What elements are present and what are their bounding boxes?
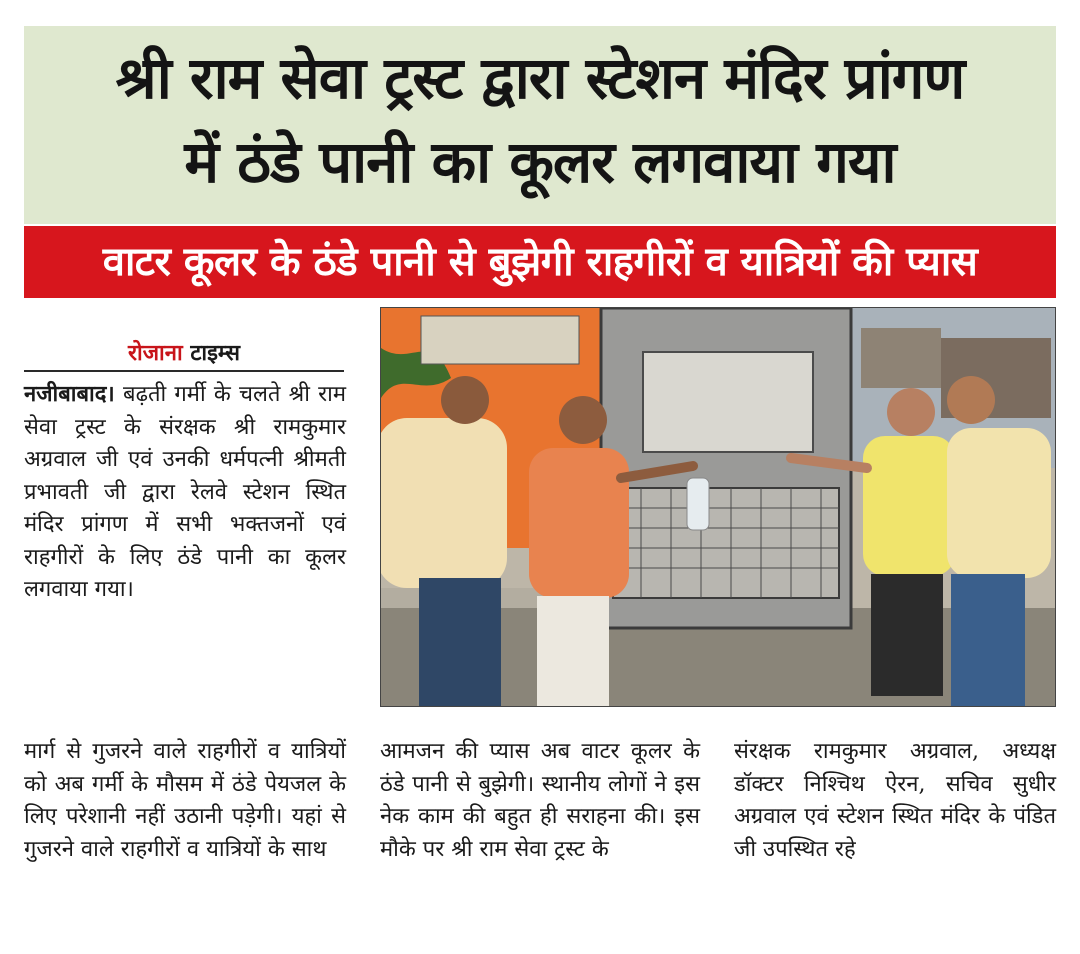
headline-line-2: में ठंडे पानी का कूलर लगवाया गया <box>184 128 896 196</box>
byline <box>24 340 344 372</box>
article-column-3 <box>734 736 1056 866</box>
article-paragraph-3: आमजन की प्यास अब वाटर कूलर के ठंडे पानी से बुझेगी। स्थानीय लोगों ने इस नेक काम की बहुत ही सराहना की। इस मौके पर श्री राम सेवा ट्रस्ट के <box>380 739 700 862</box>
byline-part-1: रोजाना <box>128 341 183 366</box>
article-paragraph-2: मार्ग से गुजरने वाले राहगीरों व यात्रियों को अब गर्मी के मौसम में ठंडे पेयजल के लिए परेशानी नहीं उठानी पड़ेगी। यहां से गुजरने वाले राहगीरों व यात्रियों के साथ <box>24 739 346 862</box>
article-column-1-continued <box>24 736 346 866</box>
article-column-1 <box>24 378 346 607</box>
article-paragraph-4: संरक्षक रामकुमार अग्रवाल, अध्यक्ष डॉक्टर निश्चिथ ऐरन, सचिव सुधीर अग्रवाल एवं स्टेशन स्थित मंदिर के पंडित जी उपस्थित रहे <box>734 739 1056 862</box>
headline-box <box>24 26 1056 224</box>
dateline: नजीबाबाद। <box>24 381 115 407</box>
news-photo-illustration <box>381 308 1055 706</box>
news-photo <box>380 307 1056 707</box>
article-column-2 <box>380 736 700 866</box>
byline-part-2: टाइम्स <box>190 341 240 366</box>
headline-line-1: श्री राम सेवा ट्रस्ट द्वारा स्टेशन मंदिर प्रांगण <box>115 44 965 112</box>
article-paragraph-1 <box>24 378 346 607</box>
paragraph-1-text: बढ़ती गर्मी के चलते श्री राम सेवा ट्रस्ट के संरक्षक श्री रामकुमार अग्रवाल जी एवं उनकी धर्मपत्नी श्रीमती प्रभावती जी द्वारा रेलवे स्टेशन स्थित मंदिर प्रांगण में सभी भक्तजनों एवं राहगीरों के लिए ठंडे पानी का कूलर लगवाया गया। <box>24 382 346 602</box>
subheadline: वाटर कूलर के ठंडे पानी से बुझेगी राहगीरों व यात्रियों की प्यास <box>24 226 1056 298</box>
